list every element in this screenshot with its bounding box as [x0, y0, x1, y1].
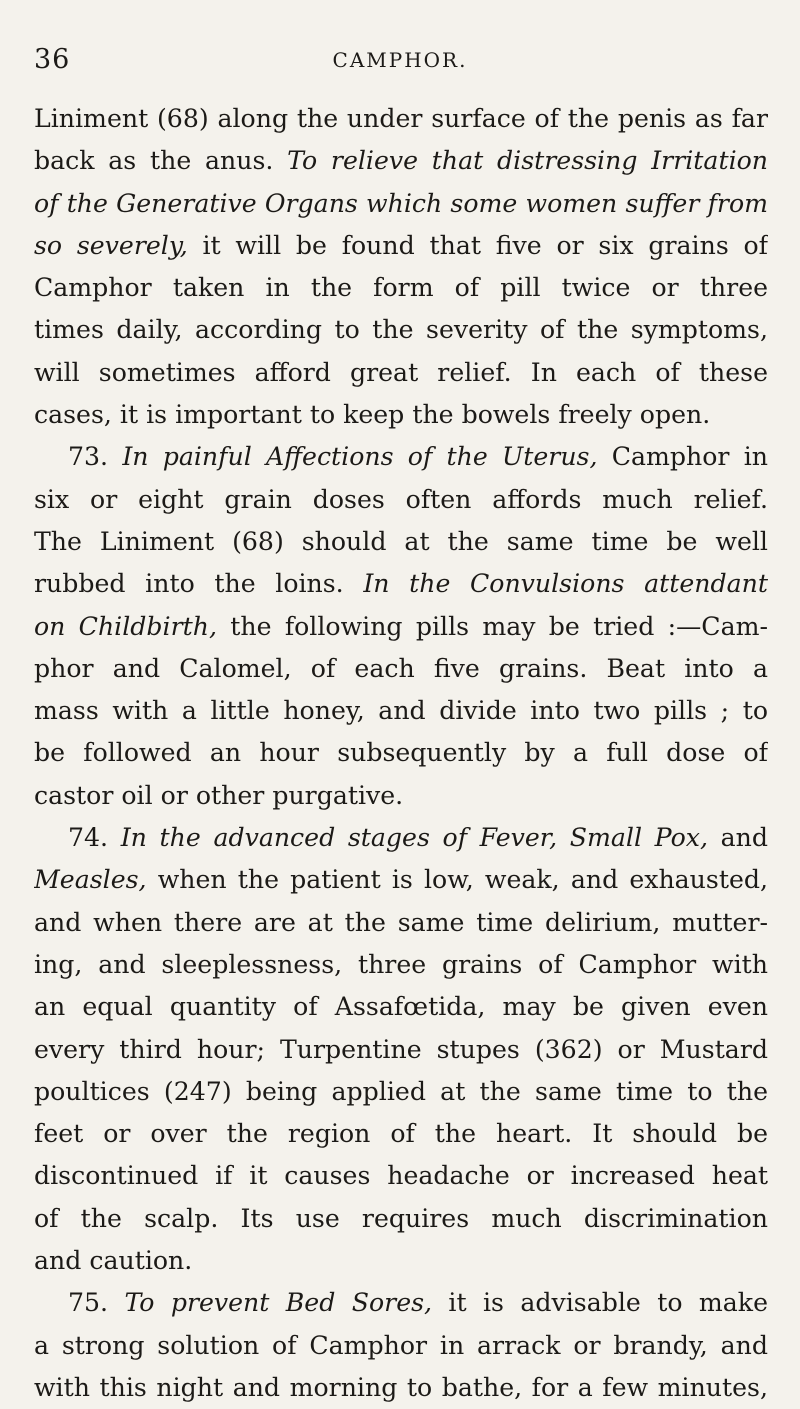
text-segment: poultices (247) being applied at the same time to the	[34, 1076, 768, 1106]
text-line	[34, 1113, 768, 1155]
italic-text: on Childbirth,	[34, 611, 217, 641]
text-line	[34, 1325, 768, 1367]
text-segment: when the patient is low, weak, and exhausted,	[146, 865, 768, 895]
text-segment: a strong solution of Camphor in arrack or brandy, and	[34, 1330, 768, 1360]
running-title: CAMPHOR.	[332, 48, 468, 72]
italic-text: In the Convulsions attendant	[363, 569, 768, 599]
text-segment: Camphor taken in the form of pill twice or three	[34, 273, 768, 303]
text-segment: six or eight grain doses often affords much relief.	[34, 484, 768, 514]
text-segment: ing, and sleeplessness, three grains of Camphor with	[34, 949, 768, 979]
text-line	[34, 1155, 768, 1197]
text-segment: times daily, according to the severity of the symptoms,	[34, 315, 768, 345]
text-segment: 73.	[68, 442, 123, 472]
text-line	[34, 352, 768, 394]
text-segment: the following pills may be tried :—Cam-	[216, 611, 768, 641]
text-segment: Camphor in	[597, 442, 768, 472]
text-segment: feet or over the region of the heart. It should be	[34, 1119, 768, 1149]
text-segment: and caution.	[34, 1246, 193, 1276]
text-line	[34, 732, 768, 774]
text-line	[34, 775, 768, 817]
body-text	[34, 98, 768, 1409]
text-line	[34, 225, 768, 267]
text-segment: cases, it is important to keep the bowels freely open.	[34, 400, 711, 430]
italic-text: In the advanced stages of Fever, Small Pox,	[120, 823, 708, 853]
text-line	[34, 902, 768, 944]
page-header	[34, 44, 766, 84]
italic-text: To prevent Bed Sores,	[124, 1288, 433, 1318]
text-line	[34, 563, 768, 605]
text-segment: rubbed into the loins.	[34, 569, 364, 599]
italic-text: In painful Affections of the Uterus,	[122, 442, 598, 472]
text-line	[34, 183, 768, 225]
text-segment: with this night and morning to bathe, for a few minutes,	[34, 1372, 768, 1402]
text-line	[34, 521, 768, 563]
text-line	[34, 606, 768, 648]
italic-text: To relieve that distressing Irritation	[287, 146, 768, 176]
text-line	[34, 1071, 768, 1113]
text-segment: be followed an hour subsequently by a full dose of	[34, 738, 768, 768]
text-segment: will sometimes afford great relief. In each of these	[34, 357, 768, 387]
text-line	[34, 479, 768, 521]
italic-text: of the Generative Organs which some women suffer from	[34, 188, 768, 218]
text-line	[34, 648, 768, 690]
text-line	[34, 140, 768, 182]
text-line	[34, 690, 768, 732]
text-line	[34, 394, 768, 436]
text-segment: of the scalp. Its use requires much discrimination	[34, 1203, 768, 1233]
text-line	[34, 817, 768, 859]
text-segment: every third hour; Turpentine stupes (362) or Mustard	[34, 1034, 768, 1064]
text-line	[34, 309, 768, 351]
text-line	[34, 436, 768, 478]
text-segment: it is advisable to make	[432, 1288, 768, 1318]
page-number: 36	[34, 44, 71, 75]
text-segment: Liniment (68) along the under surface of the penis as far	[34, 104, 768, 133]
text-segment: it will be found that five or six grains of	[187, 230, 768, 260]
text-segment: castor oil or other purgative.	[34, 780, 404, 810]
text-line	[34, 1029, 768, 1071]
text-line	[34, 1240, 768, 1282]
text-segment: an equal quantity of Assafœtida, may be given even	[34, 992, 768, 1022]
text-line	[34, 1282, 768, 1324]
text-line	[34, 1367, 768, 1409]
text-segment: phor and Calomel, of each five grains. Beat into a	[34, 653, 768, 683]
text-line	[34, 859, 768, 901]
text-line	[34, 98, 768, 140]
text-line	[34, 1198, 768, 1240]
text-segment: and	[707, 823, 768, 853]
text-segment: discontinued if it causes headache or increased heat	[34, 1161, 768, 1191]
text-segment: 74.	[68, 823, 121, 853]
italic-text: Measles,	[34, 865, 147, 895]
text-segment: and when there are at the same time delirium, mutter-	[34, 907, 768, 937]
text-segment: 75.	[68, 1288, 125, 1318]
italic-text: so severely,	[34, 230, 188, 260]
text-line	[34, 986, 768, 1028]
text-line	[34, 944, 768, 986]
text-line	[34, 267, 768, 309]
text-segment: The Liniment (68) should at the same time be well	[34, 526, 768, 556]
text-segment: back as the anus.	[34, 146, 288, 176]
text-segment: mass with a little honey, and divide into two pills ; to	[34, 696, 768, 726]
